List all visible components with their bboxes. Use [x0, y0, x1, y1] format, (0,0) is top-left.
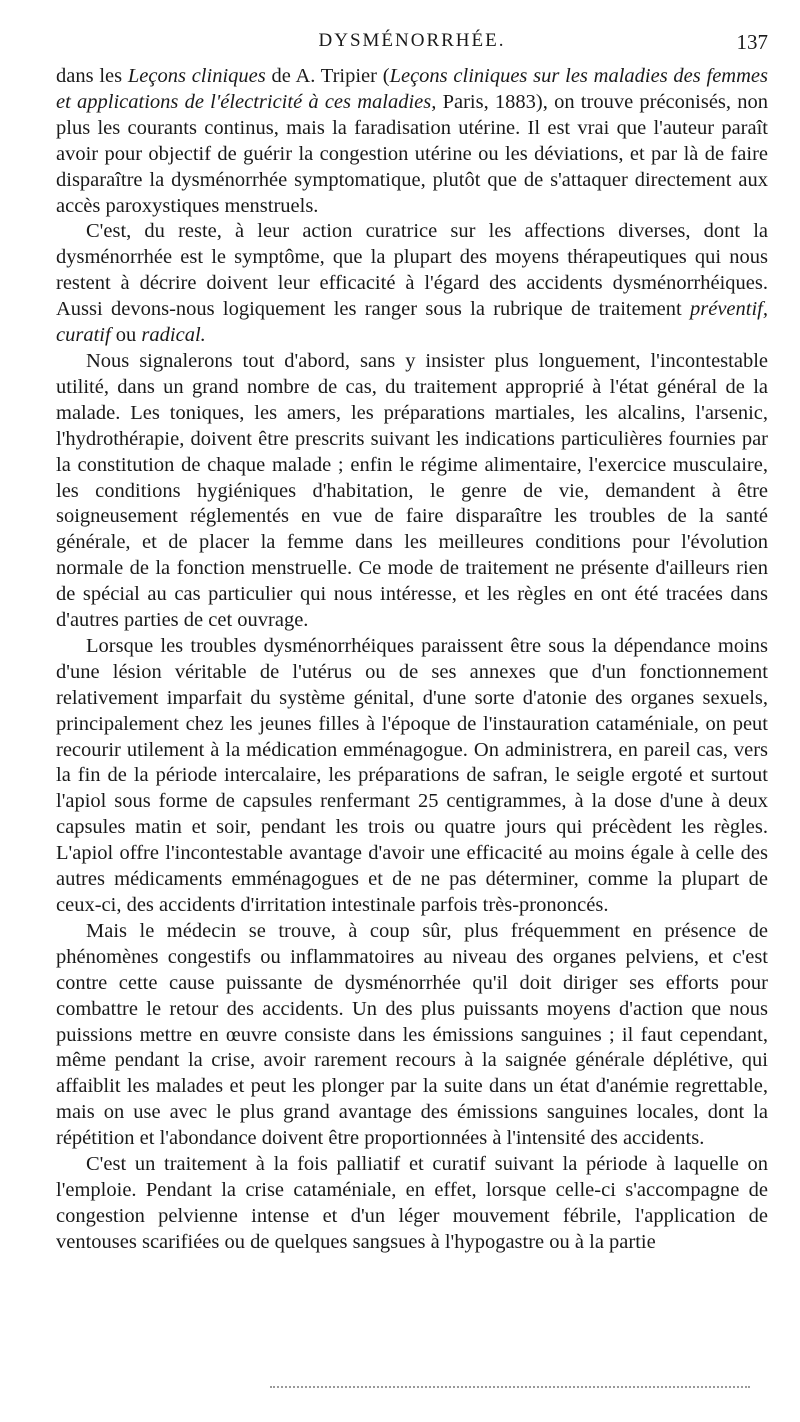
page-header	[56, 30, 768, 58]
paragraph-3	[56, 349, 768, 634]
running-head: DYSMÉNORRHÉE.	[318, 30, 506, 51]
paragraph-2	[56, 219, 768, 349]
text-run: Lorsque les troubles dysménorrhéiques paraissent être sous la dépendance moins d'une lésion véritable de l'utérus ou de ses annexes que d'un fonctionnement relativement imparfait du système génital, d'une sorte d'atonie des organes sexuels, principalement chez les jeunes filles à l'époque de l'instauration cataméniale, on peut recourir utilement à la médication emménagogue. On administrera, en pareil cas, vers la fin de la période intercalaire, les préparations de safran, le seigle ergoté et surtout l'apiol sous forme de capsules renfermant 25 centigrammes, à la dose d'une à deux capsules matin et soir, pendant les trois ou quatre jours qui précèdent les règles. L'apiol offre l'incontestable avantage d'avoir une efficacité au moins égale à celle des autres médicaments emménagogues et de ne pas déterminer, comme la plupart de ceux-ci, des accidents d'irritation intestinale parfois très-prononcés.	[56, 634, 768, 916]
book-page	[56, 30, 768, 1256]
paragraph-5	[56, 919, 768, 1152]
footer-dotted-rule	[270, 1386, 750, 1388]
paragraph-6	[56, 1152, 768, 1256]
body-text	[56, 64, 768, 1256]
text-run: de A. Tripier (	[265, 65, 390, 87]
italic-text: préventif, curatif	[56, 298, 768, 347]
text-run: C'est, du reste, à leur action curatrice sur les affections diverses, dont la dysménorrhée est le symptôme, que la plupart des moyens thérapeutiques qui nous restent à décrire doivent leur efficacité à l'égard des accidents dysménorrhéiques. Aussi devons-nous logiquement les ranger sous la rubrique de traitement	[56, 220, 768, 321]
paragraph-1	[56, 64, 768, 219]
text-run: Mais le médecin se trouve, à coup sûr, plus fréquemment en présence de phénomènes congestifs ou inflammatoires au niveau des organes pelviens, et c'est contre cette cause puissante de dysménorrhée qu'il doit diriger ses efforts pour combattre le retour des accidents. Un des plus puissants moyens d'action que nous puissions mettre en œuvre consiste dans les émissions sanguines ; il faut cependant, même pendant la crise, avoir rarement recours à la saignée générale déplétive, qui affaiblit les malades et peut les plonger par la suite dans un état d'anémie regrettable, mais on use avec le plus grand avantage des émissions sanguines locales, dont la répétition et l'abondance doivent être proportionnées à l'intensité des accidents.	[56, 919, 768, 1150]
italic-text: Leçons cliniques	[127, 65, 266, 87]
text-run: dans les	[56, 65, 128, 87]
italic-text: Leçons cliniques sur les maladies des femmes et applications de l'électricité à ces maladies,	[56, 65, 768, 113]
text-run: C'est un traitement à la fois palliatif et curatif suivant la période à laquelle on l'emploie. Pendant la crise cataméniale, en effet, lorsque celle-ci s'accompagne de congestion pelvienne intense et d'un léger mouvement fébrile, l'application de ventouses scarifiées ou de quelques sangsues à l'hypogastre ou à la partie	[56, 1153, 768, 1253]
page-number: 137	[736, 30, 768, 54]
italic-text: radical.	[141, 324, 206, 347]
text-run: Nous signalerons tout d'abord, sans y insister plus longuement, l'incontestable utilité, dans un grand nombre de cas, du traitement approprié à l'état général de la malade. Les toniques, les amers, les préparations martiales, les alcalins, l'arsenic, l'hydrothérapie, doivent être prescrits suivant les indications particulières fournies par la constitution de chaque malade ; enfin le régime alimentaire, l'exercice musculaire, les conditions hygiéniques d'habitation, le genre de vie, demandent à être soigneusement réglementés en vue de faire disparaître les troubles de la santé générale, et de placer la femme dans les meilleures conditions pour l'évolution normale de la fonction menstruelle. Ce mode de traitement ne présente d'ailleurs rien de spécial au cas particulier qui nous intéresse, et les règles en ont été tracées dans d'autres parties de cet ouvrage.	[56, 349, 768, 632]
text-run: Paris, 1883), on trouve préconisés, non plus les courants continus, mais la faradisation utérine. Il est vrai que l'auteur paraît avoir pour objectif de guérir la congestion utérine ou les déviations, et par là de faire disparaître la dysménorrhée symptomatique, plutôt que de s'attaquer directement aux accès paroxystiques menstruels.	[56, 90, 768, 217]
text-run: ou	[110, 324, 142, 347]
paragraph-4	[56, 634, 768, 919]
